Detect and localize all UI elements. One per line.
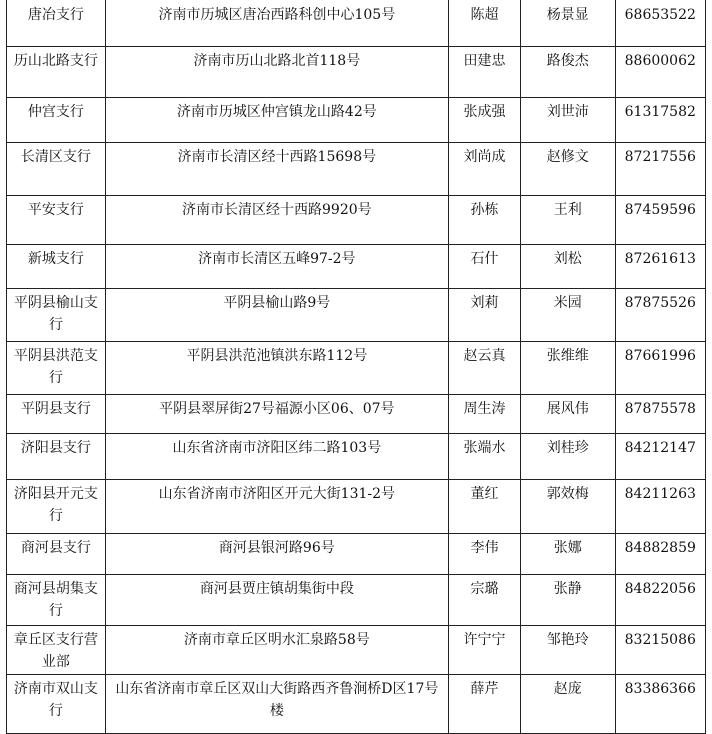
contact-cell: 张静	[520, 575, 615, 626]
branch-name-cell: 平阴县榆山支行	[7, 289, 106, 342]
manager-cell: 董红	[449, 480, 521, 534]
branch-name-cell: 唐冶支行	[7, 0, 106, 47]
branch-name-cell: 历山北路支行	[7, 47, 106, 98]
table-row	[7, 675, 706, 734]
manager-cell: 刘尚成	[449, 143, 521, 196]
contact-cell: 杨景显	[520, 0, 615, 47]
manager-cell: 刘莉	[449, 289, 521, 342]
table-row	[7, 626, 706, 675]
branch-name-cell: 济阳县开元支行	[7, 480, 106, 534]
table-row	[7, 434, 706, 480]
address-cell: 济南市历山北路北首118号	[105, 47, 448, 98]
contact-cell: 展风伟	[520, 395, 615, 434]
address-cell: 济南市章丘区明水汇泉路58号	[105, 626, 448, 675]
contact-cell: 米园	[520, 289, 615, 342]
table-row	[7, 575, 706, 626]
address-cell: 济南市长清区经十西路9920号	[105, 196, 448, 245]
contact-cell: 王利	[520, 196, 615, 245]
phone-cell: 87875526	[615, 289, 705, 342]
contact-cell: 路俊杰	[520, 47, 615, 98]
address-cell: 平阴县翠屏街27号福源小区06、07号	[105, 395, 448, 434]
branch-name-cell: 商河县支行	[7, 534, 106, 575]
branch-name-cell: 平阴县支行	[7, 395, 106, 434]
contact-cell: 刘桂珍	[520, 434, 615, 480]
table-row	[7, 395, 706, 434]
table-row	[7, 480, 706, 534]
contact-cell: 刘世沛	[520, 98, 615, 143]
table-body	[7, 0, 706, 734]
branch-name-cell: 新城支行	[7, 245, 106, 289]
contact-cell: 张维维	[520, 342, 615, 395]
phone-cell: 87217556	[615, 143, 705, 196]
branch-name-cell: 长清区支行	[7, 143, 106, 196]
manager-cell: 赵云真	[449, 342, 521, 395]
address-cell: 济南市长清区五峰97-2号	[105, 245, 448, 289]
phone-cell: 87261613	[615, 245, 705, 289]
contact-cell: 张娜	[520, 534, 615, 575]
phone-cell: 61317582	[615, 98, 705, 143]
table-row	[7, 143, 706, 196]
manager-cell: 陈超	[449, 0, 521, 47]
manager-cell: 许宁宁	[449, 626, 521, 675]
contact-cell: 赵修文	[520, 143, 615, 196]
contact-cell: 邹艳玲	[520, 626, 615, 675]
address-cell: 济南市长清区经十西路15698号	[105, 143, 448, 196]
address-cell: 山东省济南市济阳区纬二路103号	[105, 434, 448, 480]
branch-name-cell: 平阴县洪范支行	[7, 342, 106, 395]
manager-cell: 张成强	[449, 98, 521, 143]
contact-cell: 刘松	[520, 245, 615, 289]
table-row	[7, 342, 706, 395]
branch-name-cell: 商河县胡集支行	[7, 575, 106, 626]
address-cell: 山东省济南市济阳区开元大街131-2号	[105, 480, 448, 534]
manager-cell: 周生涛	[449, 395, 521, 434]
manager-cell: 薛芹	[449, 675, 521, 734]
phone-cell: 84882859	[615, 534, 705, 575]
phone-cell: 88600062	[615, 47, 705, 98]
branch-name-cell: 仲宫支行	[7, 98, 106, 143]
address-cell: 山东省济南市章丘区双山大街路西齐鲁涧桥D区17号楼	[105, 675, 448, 734]
phone-cell: 87661996	[615, 342, 705, 395]
phone-cell: 84822056	[615, 575, 705, 626]
phone-cell: 83215086	[615, 626, 705, 675]
table-row	[7, 98, 706, 143]
table-row	[7, 196, 706, 245]
phone-cell: 84211263	[615, 480, 705, 534]
manager-cell: 张端水	[449, 434, 521, 480]
contact-cell: 赵庞	[520, 675, 615, 734]
phone-cell: 87875578	[615, 395, 705, 434]
phone-cell: 68653522	[615, 0, 705, 47]
manager-cell: 宗璐	[449, 575, 521, 626]
branch-name-cell: 济阳县支行	[7, 434, 106, 480]
branch-name-cell: 平安支行	[7, 196, 106, 245]
table-row	[7, 289, 706, 342]
address-cell: 平阴县榆山路9号	[105, 289, 448, 342]
table-row	[7, 0, 706, 47]
manager-cell: 李伟	[449, 534, 521, 575]
branch-name-cell: 章丘区支行营业部	[7, 626, 106, 675]
phone-cell: 84212147	[615, 434, 705, 480]
table-row	[7, 534, 706, 575]
manager-cell: 田建忠	[449, 47, 521, 98]
table-row	[7, 47, 706, 98]
address-cell: 商河县银河路96号	[105, 534, 448, 575]
manager-cell: 孙栋	[449, 196, 521, 245]
contact-cell: 郭效梅	[520, 480, 615, 534]
address-cell: 商河县贾庄镇胡集街中段	[105, 575, 448, 626]
address-cell: 济南市历城区仲宫镇龙山路42号	[105, 98, 448, 143]
branch-name-cell: 济南市双山支行	[7, 675, 106, 734]
manager-cell: 石什	[449, 245, 521, 289]
table-row	[7, 245, 706, 289]
phone-cell: 87459596	[615, 196, 705, 245]
phone-cell: 83386366	[615, 675, 705, 734]
branch-table	[6, 0, 706, 734]
address-cell: 济南市历城区唐冶西路科创中心105号	[105, 0, 448, 47]
address-cell: 平阴县洪范池镇洪东路112号	[105, 342, 448, 395]
